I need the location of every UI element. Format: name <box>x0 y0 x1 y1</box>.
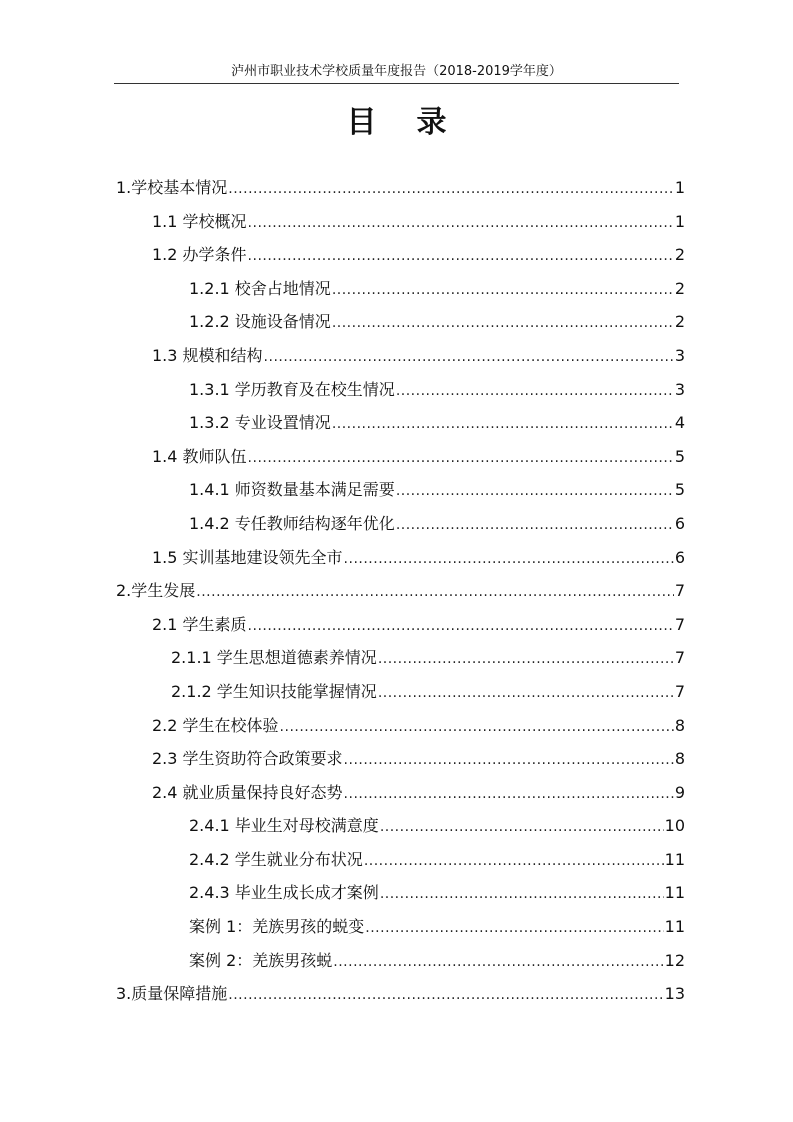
toc-entry-page-number: 6 <box>674 547 685 567</box>
toc-entry[interactable] <box>116 910 685 944</box>
page-title-right: 录 <box>416 105 447 140</box>
toc-entry[interactable] <box>116 977 685 1011</box>
toc-entry-label: 1.2 办学条件 <box>152 245 247 265</box>
toc-entry-label: 1.学校基本情况 <box>116 178 228 197</box>
toc-entry-label: 案例 2：羌族男孩蜕 <box>189 950 333 970</box>
toc-entry-page-number: 8 <box>674 715 685 735</box>
toc-entry[interactable] <box>116 876 685 910</box>
toc-entry-label: 2.1.2 学生知识技能掌握情况 <box>171 681 377 701</box>
toc-entry-page-number: 3 <box>674 345 685 365</box>
dot-leader <box>378 677 674 711</box>
dot-leader <box>344 744 674 778</box>
dot-leader <box>248 610 674 644</box>
toc-entry-page-number: 10 <box>664 816 685 836</box>
toc-entry[interactable] <box>116 541 685 575</box>
toc-entry[interactable] <box>116 339 685 373</box>
toc-entry-label: 3.质量保障措施 <box>116 984 228 1004</box>
toc-entry-page-number: 7 <box>674 614 685 634</box>
running-header-text: 泸州市职业技术学校质量年度报告（2018-2019学年度） <box>231 64 562 79</box>
toc-entry[interactable] <box>116 238 685 272</box>
toc-entry[interactable] <box>116 809 685 843</box>
toc-entry-page-number: 11 <box>664 917 685 937</box>
dot-leader <box>196 576 674 610</box>
toc-entry-page-number: 7 <box>674 648 685 668</box>
toc-entry-page-number: 8 <box>674 749 685 769</box>
dot-leader <box>396 475 674 509</box>
toc-entry-label: 2.1 学生素质 <box>152 614 247 634</box>
dot-leader <box>396 375 674 409</box>
dot-leader <box>365 912 663 946</box>
toc-entry-label: 案例 1：羌族男孩的蜕变 <box>189 917 365 937</box>
dot-leader <box>344 543 674 577</box>
dot-leader <box>378 643 674 677</box>
dot-leader <box>280 711 674 745</box>
toc-entry-label: 2.4.2 学生就业分布状况 <box>189 849 363 869</box>
toc-entry[interactable] <box>116 776 685 810</box>
dot-leader <box>248 240 674 274</box>
dot-leader <box>380 878 664 912</box>
toc-entry-label: 1.5 实训基地建设领先全市 <box>152 547 343 567</box>
toc-entry-label: 1.2.1 校舍占地情况 <box>189 278 331 298</box>
toc-entry-page-number: 2 <box>674 312 685 332</box>
toc-entry[interactable] <box>116 675 685 709</box>
toc-entry-page-number: 13 <box>664 984 685 1004</box>
toc-entry[interactable] <box>116 171 685 205</box>
dot-leader <box>332 307 674 341</box>
toc-entry-page-number: 1 <box>674 178 685 197</box>
toc-entry-page-number: 6 <box>674 513 685 533</box>
toc-entry-label: 2.4.1 毕业生对母校满意度 <box>189 816 379 836</box>
table-of-contents <box>116 171 685 1011</box>
toc-entry-page-number: 5 <box>674 480 685 500</box>
toc-entry[interactable] <box>116 473 685 507</box>
dot-leader <box>248 442 674 476</box>
toc-entry-page-number: 7 <box>674 681 685 701</box>
page-title-left: 目 <box>346 105 377 140</box>
running-header <box>114 62 679 84</box>
toc-entry-label: 2.2 学生在校体验 <box>152 715 279 735</box>
toc-entry[interactable] <box>116 641 685 675</box>
toc-entry-page-number: 5 <box>674 446 685 466</box>
dot-leader <box>344 778 674 812</box>
toc-entry[interactable] <box>116 440 685 474</box>
toc-entry-label: 1.3.1 学历教育及在校生情况 <box>189 379 395 399</box>
toc-entry-label: 2.1.1 学生思想道德素养情况 <box>171 648 377 668</box>
toc-entry-label: 2.学生发展 <box>116 581 196 601</box>
toc-entry-page-number: 7 <box>674 581 685 601</box>
toc-entry-label: 1.3.2 专业设置情况 <box>189 413 331 433</box>
toc-entry[interactable] <box>116 709 685 743</box>
dot-leader <box>248 207 674 241</box>
dot-leader <box>264 341 674 375</box>
toc-entry-label: 2.4.3 毕业生成长成才案例 <box>189 883 379 903</box>
toc-entry[interactable] <box>116 373 685 407</box>
toc-entry-label: 1.4 教师队伍 <box>152 446 247 466</box>
toc-entry-label: 2.3 学生资助符合政策要求 <box>152 749 343 769</box>
dot-leader <box>380 811 664 845</box>
toc-entry-label: 2.4 就业质量保持良好态势 <box>152 782 343 802</box>
toc-entry-label: 1.1 学校概况 <box>152 211 247 231</box>
dot-leader <box>332 408 674 442</box>
toc-entry-page-number: 2 <box>674 245 685 265</box>
dot-leader <box>332 274 674 308</box>
toc-entry[interactable] <box>116 406 685 440</box>
toc-entry[interactable] <box>116 507 685 541</box>
page-title <box>0 103 793 143</box>
toc-entry[interactable] <box>116 944 685 978</box>
toc-entry-label: 1.2.2 设施设备情况 <box>189 312 331 332</box>
dot-leader <box>228 979 663 1013</box>
dot-leader <box>228 173 674 207</box>
dot-leader <box>364 845 664 879</box>
toc-entry[interactable] <box>116 574 685 608</box>
toc-entry-page-number: 2 <box>674 278 685 298</box>
toc-entry-page-number: 12 <box>664 950 685 970</box>
toc-entry[interactable] <box>116 742 685 776</box>
toc-entry-page-number: 11 <box>664 849 685 869</box>
dot-leader <box>333 946 663 980</box>
toc-entry-page-number: 1 <box>674 211 685 231</box>
toc-entry[interactable] <box>116 843 685 877</box>
toc-entry-page-number: 11 <box>664 883 685 903</box>
toc-entry[interactable] <box>116 608 685 642</box>
toc-entry-label: 1.3 规模和结构 <box>152 345 263 365</box>
dot-leader <box>396 509 674 543</box>
toc-entry[interactable] <box>116 205 685 239</box>
toc-entry-label: 1.4.1 师资数量基本满足需要 <box>189 480 395 500</box>
toc-entry-page-number: 3 <box>674 379 685 399</box>
toc-entry-label: 1.4.2 专任教师结构逐年优化 <box>189 513 395 533</box>
toc-entry[interactable] <box>116 272 685 306</box>
toc-entry-page-number: 4 <box>674 413 685 433</box>
toc-entry-page-number: 9 <box>674 782 685 802</box>
toc-entry[interactable] <box>116 305 685 339</box>
